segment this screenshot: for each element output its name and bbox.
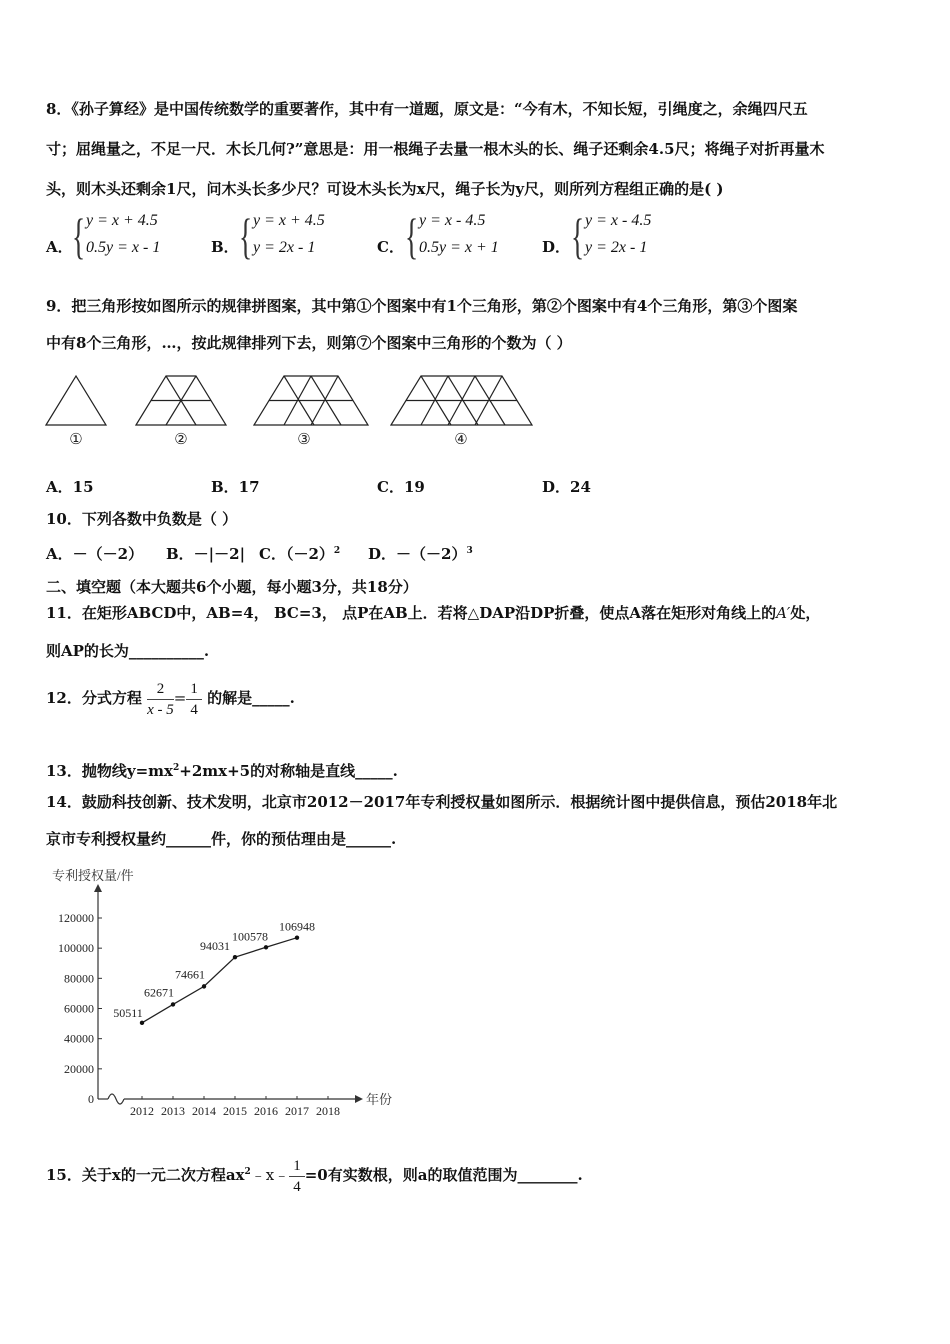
q8-option-d-label: D． (542, 238, 571, 256)
y-tick-label: 40000 (64, 1031, 94, 1046)
q8-option-a-label: A． (46, 238, 73, 256)
q14-stem-line-2: 京市专利授权量约______件，你的预估理由是______. (46, 830, 397, 848)
data-label: 100578 (232, 929, 268, 944)
q15-suffix: =0有实数根，则a的取值范围为________. (304, 1166, 583, 1184)
pattern-1-figure (46, 376, 106, 425)
x-axis-label: 年份 (366, 1092, 393, 1107)
pattern-label-3: ③ (297, 432, 311, 448)
q9-triangle-patterns (40, 368, 560, 450)
q10-stem: 10．下列各数中负数是（ ） (46, 510, 238, 528)
x-axis-break (108, 1094, 124, 1104)
data-point (295, 935, 299, 939)
q10-option-d-text: D．－（－2） (368, 545, 467, 563)
q12-fraction-2 (186, 679, 202, 720)
q8-option-c-eq2: 0.5y = x + 1 (419, 239, 499, 256)
q10-option-c-exp: 2 (333, 546, 341, 556)
q11-stem-text: 11．在矩形ABCD中，AB=4， BC=3， 点P在AB上．若将△DAP沿DP折叠，使点A落在矩形对角线上的 (46, 604, 777, 622)
q8-stem-line-2: 寸；屈绳量之，不足一尺．木长几何?”意思是：用一根绳子去量一根木头的长、绳子还剩余4.5尺；将绳子对折再量木 (46, 140, 825, 158)
q10-option-d[interactable] (368, 543, 473, 564)
q13-stem (46, 757, 398, 782)
q10-option-c-text: C．（－2） (259, 545, 334, 563)
data-point (171, 1002, 175, 1006)
q9-stem-line-1: 9．把三角形按如图所示的规律拼图案，其中第①个图案中有1个三角形，第②个图案中有4个三角形，第③个图案 (46, 297, 798, 315)
pattern-label-2: ② (174, 432, 188, 448)
q8-option-b-eq2: y = 2x - 1 (253, 239, 316, 256)
q8-option-c-label: C． (377, 238, 404, 256)
q15-stem (46, 1150, 583, 1197)
x-tick-label: 2016 (254, 1104, 278, 1118)
y-tick-label: 60000 (64, 1001, 94, 1016)
pattern-2-figure (136, 376, 226, 425)
q13-prefix: 13．抛物线y=mx (46, 762, 173, 780)
q8-option-d-eq2: y = 2x - 1 (585, 239, 648, 256)
q8-option-c-eq1: y = x - 4.5 (419, 212, 486, 229)
q9-option-b[interactable]: B．17 (211, 478, 260, 496)
x-axis-arrow (355, 1095, 363, 1103)
q9-stem-line-2: 中有8个三角形，…，按此规律排列下去，则第⑦个图案中三角形的个数为（ ） (46, 334, 572, 352)
q12-frac2-num: 1 (186, 679, 202, 700)
q9-option-d[interactable]: D．24 (542, 478, 591, 496)
pattern-3-figure (254, 376, 368, 425)
data-point (264, 945, 268, 949)
pattern-4-figure (391, 376, 532, 425)
x-tick-label: 2012 (130, 1104, 154, 1118)
q8-option-d-eq1: y = x - 4.5 (585, 212, 652, 229)
q12-frac1-den: x - 5 (147, 701, 174, 718)
q8-stem-line-3: 头，则木头还剩余1尺，问木头长多少尺？可设木头长为x尺，绳子长为y尺，则所列方程组正确的是( ) (46, 180, 724, 198)
q15-frac-den: 4 (293, 1178, 301, 1195)
pattern-label-4: ④ (454, 432, 468, 448)
q14-stem-line-1: 14．鼓励科技创新、技术发明，北京市2012－2017年专利授权量如图所示．根据统计图中提供信息，预估2018年北 (46, 793, 838, 811)
q15-mid: ﹣x﹣ (250, 1166, 290, 1184)
q12-fraction-1 (147, 679, 174, 720)
y-tick-label: 100000 (58, 941, 94, 956)
data-label: 74661 (175, 967, 205, 982)
q9-option-c[interactable]: C．19 (377, 478, 425, 496)
q8-option-a-eq2: 0.5y = x - 1 (86, 239, 161, 256)
q8-option-b-eq1: y = x + 4.5 (253, 212, 325, 229)
data-label: 94031 (200, 939, 230, 954)
q12-stem (46, 676, 295, 720)
q11-stem-line-2: 则AP的长为__________. (46, 642, 210, 660)
q8-stem-line-1: 8．《孙子算经》是中国传统数学的重要著作，其中有一道题，原文是：“今有木，不知长短，引绳度之，余绳四尺五 (46, 100, 808, 118)
section-2-heading: 二、填空题（本大题共6个小题，每小题3分，共18分） (46, 578, 418, 596)
y-tick-label: 0 (88, 1092, 94, 1106)
x-tick-label: 2017 (285, 1104, 309, 1118)
q8-option-a-eq1: y = x + 4.5 (86, 212, 158, 229)
q12-prefix: 12．分式方程 (46, 689, 142, 707)
y-tick-label: 20000 (64, 1061, 94, 1076)
q10-option-d-exp: 3 (466, 546, 473, 556)
q15-prefix: 15．关于x的一元二次方程ax (46, 1166, 245, 1184)
y-tick-label: 80000 (64, 971, 94, 986)
patent-line-chart (40, 866, 400, 1126)
x-tick-label: 2014 (192, 1104, 216, 1118)
data-label: 106948 (279, 919, 315, 934)
q8-option-b-label: B． (211, 238, 239, 256)
data-label: 50511 (113, 1005, 143, 1020)
q10-option-c[interactable] (259, 543, 340, 564)
q15-fraction (289, 1156, 305, 1197)
y-tick-label: 120000 (58, 911, 94, 925)
pattern-label-1: ① (69, 432, 83, 448)
q11-a-prime: A′ (776, 604, 791, 622)
q10-option-b[interactable]: B．－|－2| (166, 545, 246, 563)
q15-frac-num: 1 (289, 1156, 305, 1177)
x-tick-label: 2018 (316, 1104, 340, 1118)
q12-equals: = (173, 689, 187, 707)
q12-frac2-den: 4 (190, 701, 198, 718)
x-tick-label: 2015 (223, 1104, 247, 1118)
q12-suffix: 的解是_____. (207, 689, 295, 707)
q9-option-a[interactable]: A．15 (46, 478, 94, 496)
q15-exp: 2 (244, 1167, 251, 1177)
data-label: 62671 (144, 985, 174, 1000)
q13-suffix: +2mx+5的对称轴是直线_____. (179, 762, 398, 780)
q12-frac1-num: 2 (147, 679, 174, 700)
q11-stem-end: 处， (790, 604, 821, 622)
data-point (140, 1021, 144, 1025)
data-point (233, 955, 237, 959)
q11-stem-line-1 (46, 602, 820, 624)
y-axis-arrow (94, 884, 102, 892)
data-point (202, 984, 206, 988)
y-axis-label: 专利授权量/件 (52, 868, 134, 883)
x-tick-label: 2013 (161, 1104, 185, 1118)
q13-exp: 2 (172, 763, 180, 773)
q10-option-a[interactable]: A．－（－2） (46, 545, 144, 563)
